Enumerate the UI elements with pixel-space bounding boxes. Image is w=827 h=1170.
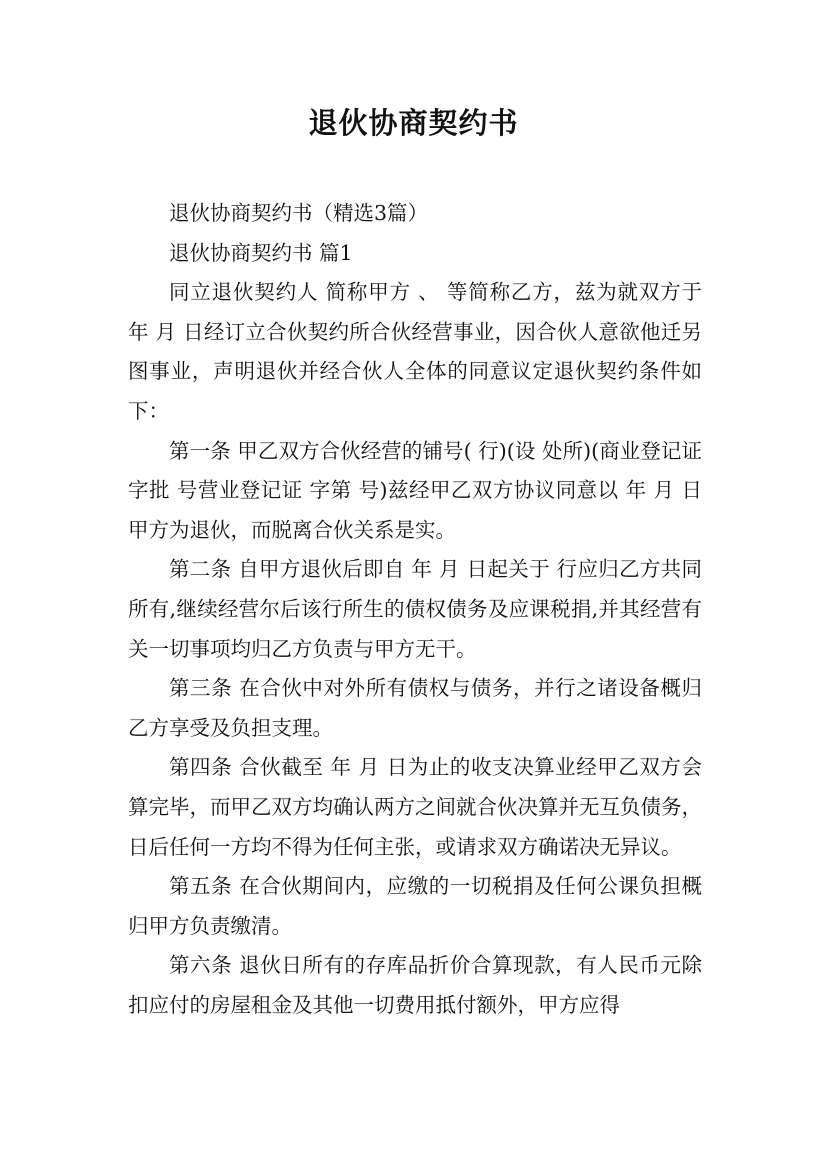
paragraph-article-4: 第四条 合伙截至 年 月 日为止的收支决算业经甲乙双方会算完毕，而甲乙双方均确认两方之间就合伙决算并无互负债务，日后任何一方均不得为任何主张，或请求双方确诺决无异议。 (128, 755, 702, 859)
paragraph-article-2: 第二条 自甲方退伙后即自 年 月 日起关于 行应归乙方共同所有,继续经营尔后该行所生的债权债务及应课税捐,并其经营有关一切事项均归乙方负责与甲方无干。 (128, 557, 702, 661)
document-title: 退伙协商契约书 (308, 106, 519, 140)
paragraph-section-heading: 退伙协商契约书 篇1 (169, 240, 353, 265)
paragraph-intro: 同立退伙契约人 简称甲方 、 等简称乙方，兹为就双方于 年 月 日经订立合伙契约所合伙经营事业，因合伙人意欲他迁另图事业，声明退伙并经合伙人全体的同意议定退伙契约条件如下： (128, 280, 702, 423)
paragraph-article-3: 第三条 在合伙中对外所有债权与债务，并行之诸设备概归乙方享受及负担支理。 (128, 676, 702, 740)
paragraph-article-6: 第六条 退伙日所有的存库品折价合算现款，有人民币元除扣应付的房屋租金及其他一切费用抵付额外，甲方应得 (128, 953, 702, 1017)
paragraph-article-5: 第五条 在合伙期间内，应缴的一切税捐及任何公课负担概归甲方负责缴清。 (128, 874, 702, 938)
paragraph-subtitle: 退伙协商契约书（精选3篇） (169, 201, 429, 225)
document-body (128, 194, 702, 1025)
paragraph-article-1: 第一条 甲乙双方合伙经营的铺号( 行)(设 处所)(商业登记证 字批 号营业登记证 字第 号)兹经甲乙双方协议同意以 年 月 日甲方为退伙，而脱离合伙关系是实。 (128, 438, 702, 542)
